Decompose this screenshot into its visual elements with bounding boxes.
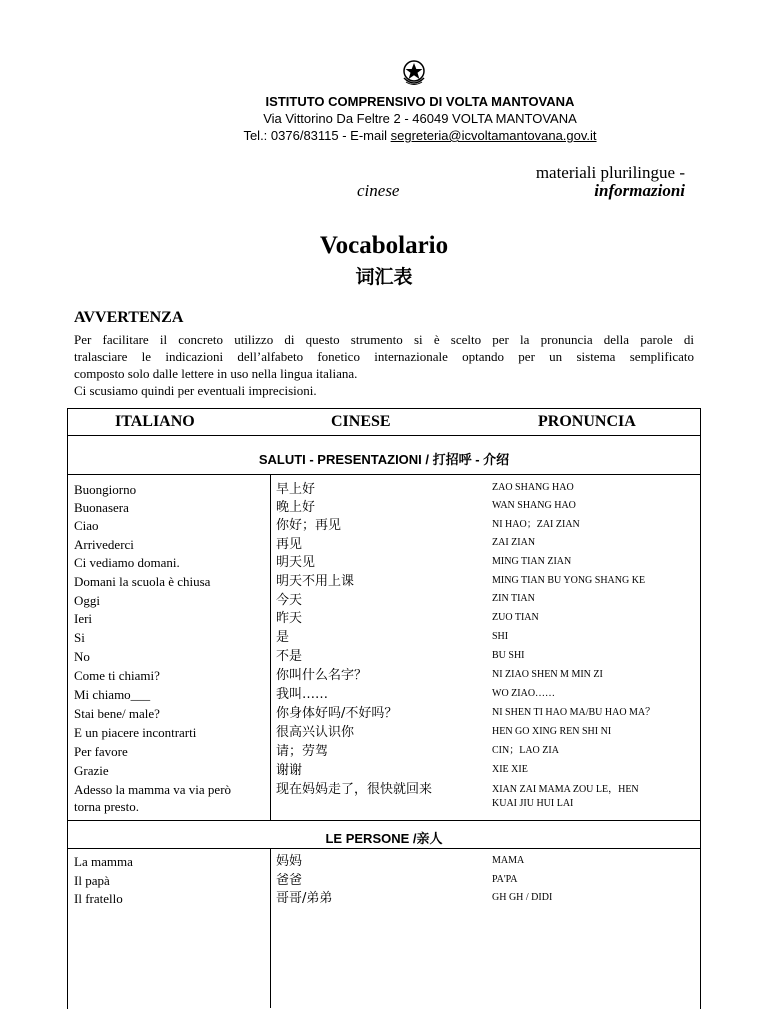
chinese-word: 明天不用上课 [276,574,355,589]
italian-word: Ieri [74,611,93,626]
pronunciation: GH GH / DIDI [492,892,553,903]
chinese-word: 你好；再见 [276,518,342,533]
warning-text [74,331,694,399]
chinese-word: 我叫…… [276,687,329,702]
pronunciation: NI ZIAO SHEN M MIN ZI [492,669,603,680]
pronunciation: WO ZIAO…… [492,688,556,699]
warning-line: composto solo dalle lettere in uso nella lingua italiana. [74,366,358,381]
email-link[interactable]: segreteria@icvoltamantovana.gov.it [390,128,597,143]
pronunciation-continued: KUAI JIU HUI LAI [492,798,574,809]
pronunciation: ZAI ZIAN [492,537,536,548]
chinese-word: 请；劳驾 [276,744,329,759]
italian-word: Il fratello [74,891,123,906]
page-title: Vocabolario [319,232,449,259]
chinese-word: 今天 [276,593,303,608]
table-divider [67,435,701,436]
chinese-word: 你叫什么名字？ [276,668,368,683]
italian-word: Stai bene/ male? [74,706,160,721]
column-header-pronuncia: PRONUNCIA [538,413,636,430]
italian-word: Ci vediamo domani. [74,555,180,570]
pronunciation: NI SHEN TI HAO MA/BU HAO MA？ [492,707,656,718]
emblem-icon [399,58,429,88]
italian-word: E un piacere incontrarti [74,725,197,740]
chinese-word: 现在妈妈走了，很快就回来 [276,782,433,797]
section-title: LE PERSONE /亲人 [325,831,443,846]
chinese-word: 晚上好 [276,500,316,515]
pronunciation: HEN GO XING REN SHI NI [492,726,612,737]
italian-word: Buonasera [74,500,129,515]
italian-word: Per favore [74,744,128,759]
pronunciation: BU SHI [492,650,525,661]
chinese-word: 妈妈 [276,854,303,869]
italian-word: No [74,649,90,664]
italian-word: Mi chiamo___ [74,687,151,702]
chinese-word: 你身体好吗/不好吗？ [276,706,398,721]
informazioni-label: informazioni [594,181,685,200]
column-header-italiano: ITALIANO [115,413,195,430]
warning-line: Per facilitare il concreto utilizzo di questo strumento si è scelto per la pronuncia della parole di [74,332,694,347]
pronunciation: MAMA [492,855,525,866]
pronunciation: NI HAO；ZAI ZIAN [492,519,580,530]
italian-word: Come ti chiami? [74,668,160,683]
warning-line: Ci scusiamo quindi per eventuali imprecisioni. [74,383,317,398]
chinese-word: 爸爸 [276,873,303,888]
pronunciation: SHI [492,631,509,642]
chinese-word: 哥哥/弟弟 [276,891,333,906]
pronunciation: XIAN ZAI MAMA ZOU LE，HEN [492,784,639,795]
pronunciation: PA'PA [492,874,518,885]
italian-word-continued: torna presto. [74,799,139,814]
italian-word: Si [74,630,85,645]
italian-word: Oggi [74,593,100,608]
pronunciation: CIN；LAO ZIA [492,745,559,756]
table-divider [67,474,701,475]
italian-word: Il papà [74,873,110,888]
pronunciation: WAN SHANG HAO [492,500,576,511]
italian-word: La mamma [74,854,133,869]
page-subtitle: 词汇表 [355,266,413,288]
chinese-word: 是 [276,630,290,645]
school-address: Via Vittorino Da Feltre 2 - 46049 VOLTA MANTOVANA [263,111,577,126]
italian-word: Buongiorno [74,482,137,497]
pronunciation: ZIN TIAN [492,593,535,604]
chinese-word: 再见 [276,537,303,552]
italian-word: Arrivederci [74,537,134,552]
language-label: cinese [357,181,400,200]
chinese-word: 早上好 [276,482,316,497]
pronunciation: ZAO SHANG HAO [492,482,574,493]
pronunciation: XIE XIE [492,764,528,775]
materiali-label: materiali plurilingue - [535,163,685,182]
chinese-word: 昨天 [276,611,303,626]
chinese-word: 明天见 [276,555,316,570]
school-contact [0,128,768,143]
column-divider [270,848,271,1008]
table-divider [67,848,701,849]
warning-heading: AVVERTENZA [74,309,184,326]
column-header-cinese: CINESE [331,413,391,430]
chinese-word: 很高兴认识你 [276,725,355,740]
pronunciation: MING TIAN BU YONG SHANG KE [492,575,646,586]
italian-word: Domani la scuola è chiusa [74,574,211,589]
chinese-word: 谢谢 [276,763,303,778]
pronunciation: MING TIAN ZIAN [492,556,572,567]
italian-word: Grazie [74,763,109,778]
section-title: SALUTI - PRESENTAZIONI / 打招呼 - 介绍 [258,452,510,467]
school-name: ISTITUTO COMPRENSIVO DI VOLTA MANTOVANA [265,94,575,109]
chinese-word: 不是 [276,649,303,664]
italian-word: Ciao [74,518,99,533]
table-divider [67,820,701,821]
warning-line: tralasciare le indicazioni dell’alfabeto fonetico internazionale optando per un sistema semplificato [74,349,694,364]
italian-word: Adesso la mamma va via però [74,782,232,797]
column-divider [270,474,271,820]
pronunciation: ZUO TIAN [492,612,539,623]
contact-phone: Tel.: 0376/83115 - E-mail [243,128,391,143]
